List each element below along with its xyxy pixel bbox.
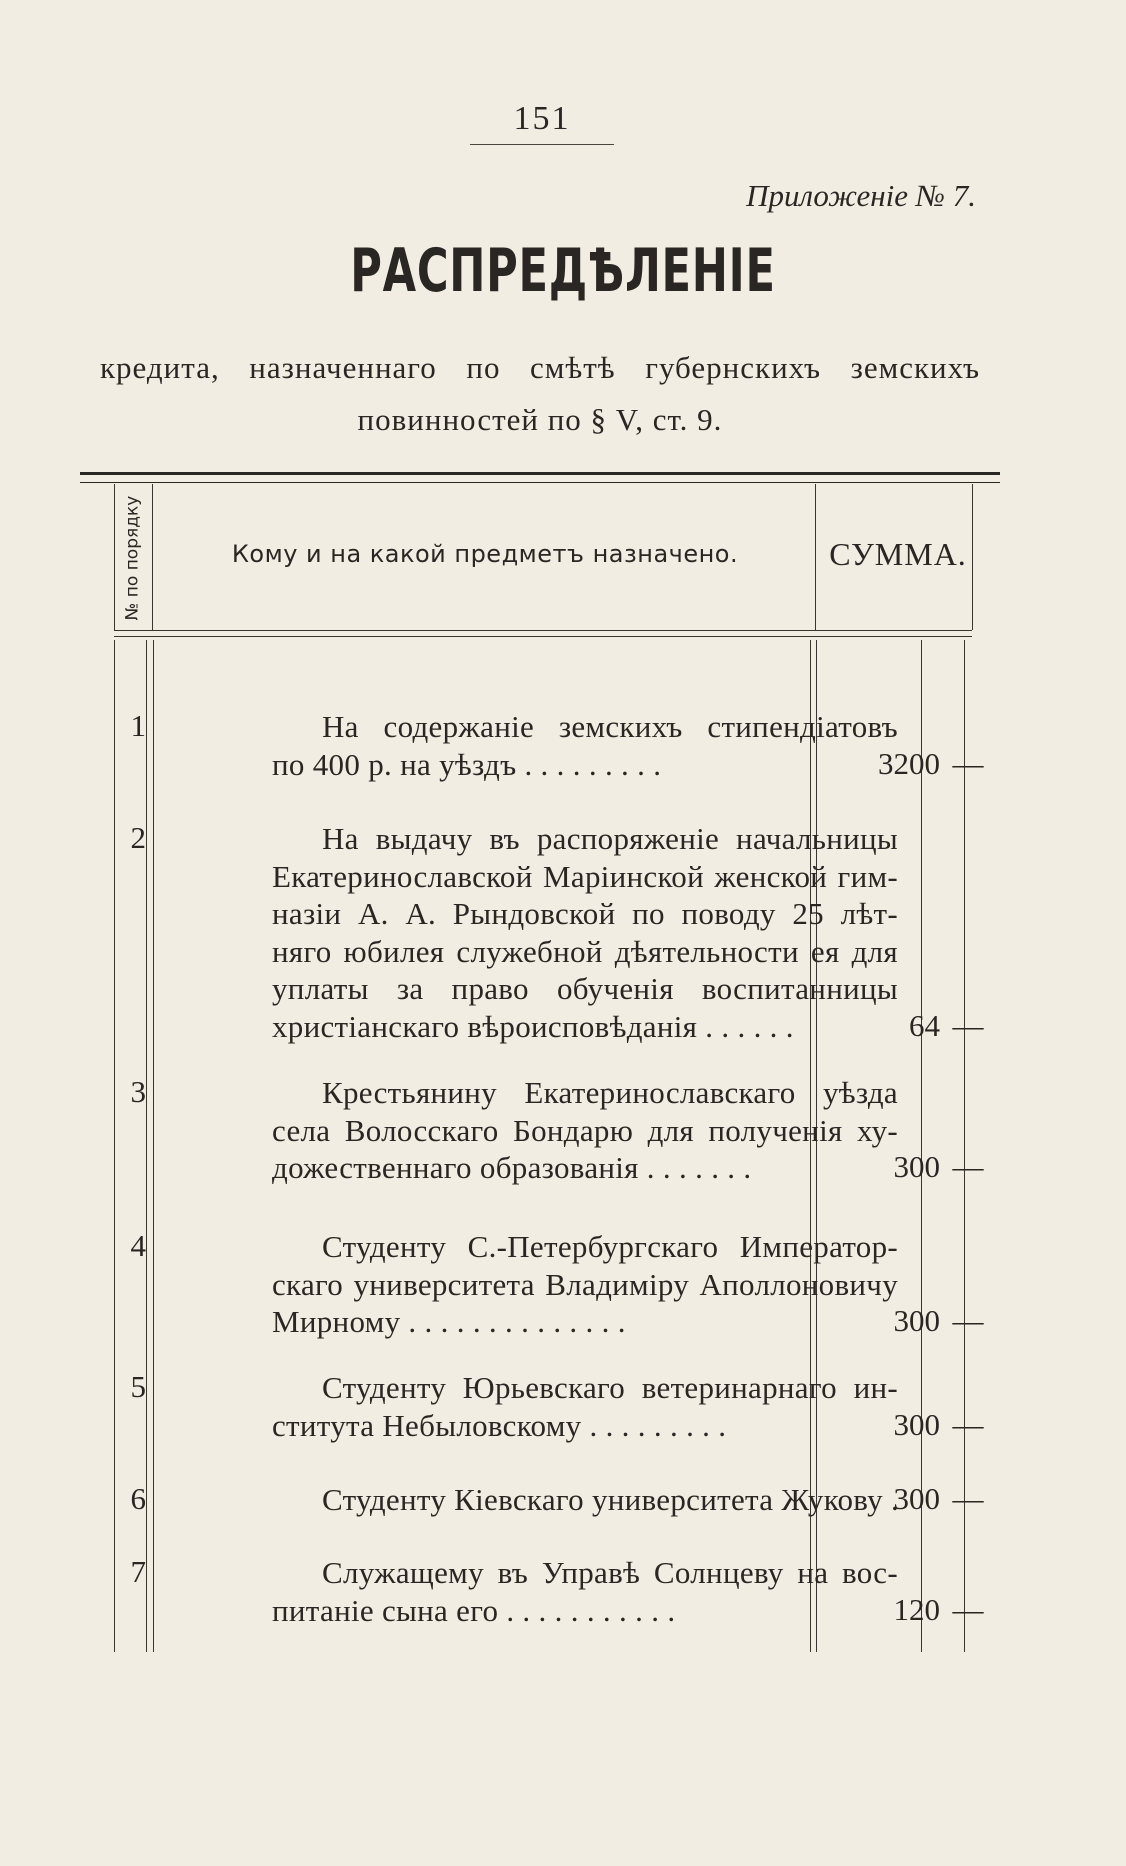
row-description bbox=[272, 708, 898, 783]
header-number: № по порядку bbox=[122, 495, 142, 621]
row-kopecks: — bbox=[952, 1303, 984, 1338]
appendix-label: Приложеніе № 7. bbox=[746, 178, 976, 213]
row-number: 4 bbox=[130, 1228, 146, 1263]
row-number: 7 bbox=[130, 1554, 146, 1589]
row-kopecks: — bbox=[952, 1481, 984, 1516]
header-recipient: Кому и на какой предметъ назначено. bbox=[231, 540, 739, 568]
description-line: ститута Небыловскому . . . . . . . . . bbox=[272, 1407, 727, 1443]
description-line: по 400 р. на уѣздъ . . . . . . . . . bbox=[272, 746, 662, 782]
description-line: Студенту Кіевскаго университета Жукову . bbox=[322, 1482, 900, 1517]
description-line: Екатеринославской Маріинской женской гим- bbox=[272, 858, 898, 894]
description-line: Мирному . . . . . . . . . . . . . . bbox=[272, 1304, 626, 1339]
description-line: уплаты за право обученія воспитанницы bbox=[272, 971, 898, 1006]
row-amount: 300 bbox=[893, 1149, 940, 1184]
description-line: Служащему въ Управѣ Солнцеву на вос- bbox=[322, 1555, 898, 1590]
row-number: 5 bbox=[130, 1369, 146, 1404]
row-amount: 300 bbox=[893, 1406, 940, 1442]
description-line: Студенту С.-Петербургскаго Император- bbox=[322, 1229, 898, 1264]
subtitle-line-2: повинностей по § V, ст. 9. bbox=[357, 402, 723, 437]
table-top-rule bbox=[80, 472, 1000, 483]
row-description bbox=[272, 1481, 898, 1519]
row-kopecks: — bbox=[952, 1007, 984, 1043]
description-line: скаго университета Владиміру Аполлоновичу bbox=[272, 1266, 898, 1302]
description-line: назіи А. А. Рындовской по поводу 25 лѣт- bbox=[272, 896, 898, 931]
description-line: христіанскаго вѣроисповѣданія . . . . . . bbox=[272, 1008, 794, 1044]
description-line: Студенту Юрьевскаго ветеринарнаго ин- bbox=[322, 1370, 898, 1405]
row-number: 6 bbox=[130, 1481, 146, 1516]
description-line: няго юбилея служебной дѣятельности ея для bbox=[272, 933, 898, 969]
row-amount: 300 bbox=[893, 1481, 940, 1516]
row-description bbox=[272, 1554, 898, 1629]
row-kopecks: — bbox=[952, 1591, 984, 1627]
page-number-rule bbox=[470, 144, 614, 145]
description-line: На содержаніе земскихъ стипендіатовъ bbox=[322, 709, 898, 744]
header-sum: СУММА. bbox=[829, 536, 967, 572]
row-description bbox=[272, 820, 898, 1045]
row-kopecks: — bbox=[952, 1406, 984, 1442]
row-number: 2 bbox=[130, 820, 146, 855]
page-number: 151 bbox=[513, 100, 571, 137]
row-number: 3 bbox=[130, 1074, 146, 1109]
row-amount: 120 bbox=[893, 1591, 940, 1627]
row-kopecks: — bbox=[952, 1149, 984, 1184]
row-amount: 64 bbox=[909, 1007, 940, 1043]
description-line: Крестьянину Екатеринославскаго уѣзда bbox=[322, 1075, 898, 1110]
row-amount: 3200 bbox=[878, 745, 940, 781]
row-description bbox=[272, 1228, 898, 1341]
document-title: РАСПРЕДѢЛЕНІЕ bbox=[350, 236, 776, 306]
row-kopecks: — bbox=[952, 745, 984, 781]
subtitle-line-1: кредита, назначеннаго по смѣтѣ губернскихъ земскихъ bbox=[100, 350, 980, 385]
row-description bbox=[272, 1369, 898, 1444]
description-line: питаніе сына его . . . . . . . . . . . bbox=[272, 1592, 676, 1628]
row-number: 1 bbox=[130, 708, 146, 743]
row-description bbox=[272, 1074, 898, 1187]
description-line: села Волосскаго Бондарю для полученія ху- bbox=[272, 1112, 898, 1148]
description-line: На выдачу въ распоряженіе начальницы bbox=[322, 821, 898, 856]
row-amount: 300 bbox=[893, 1303, 940, 1338]
description-line: дожественнаго образованія . . . . . . . bbox=[272, 1150, 752, 1185]
